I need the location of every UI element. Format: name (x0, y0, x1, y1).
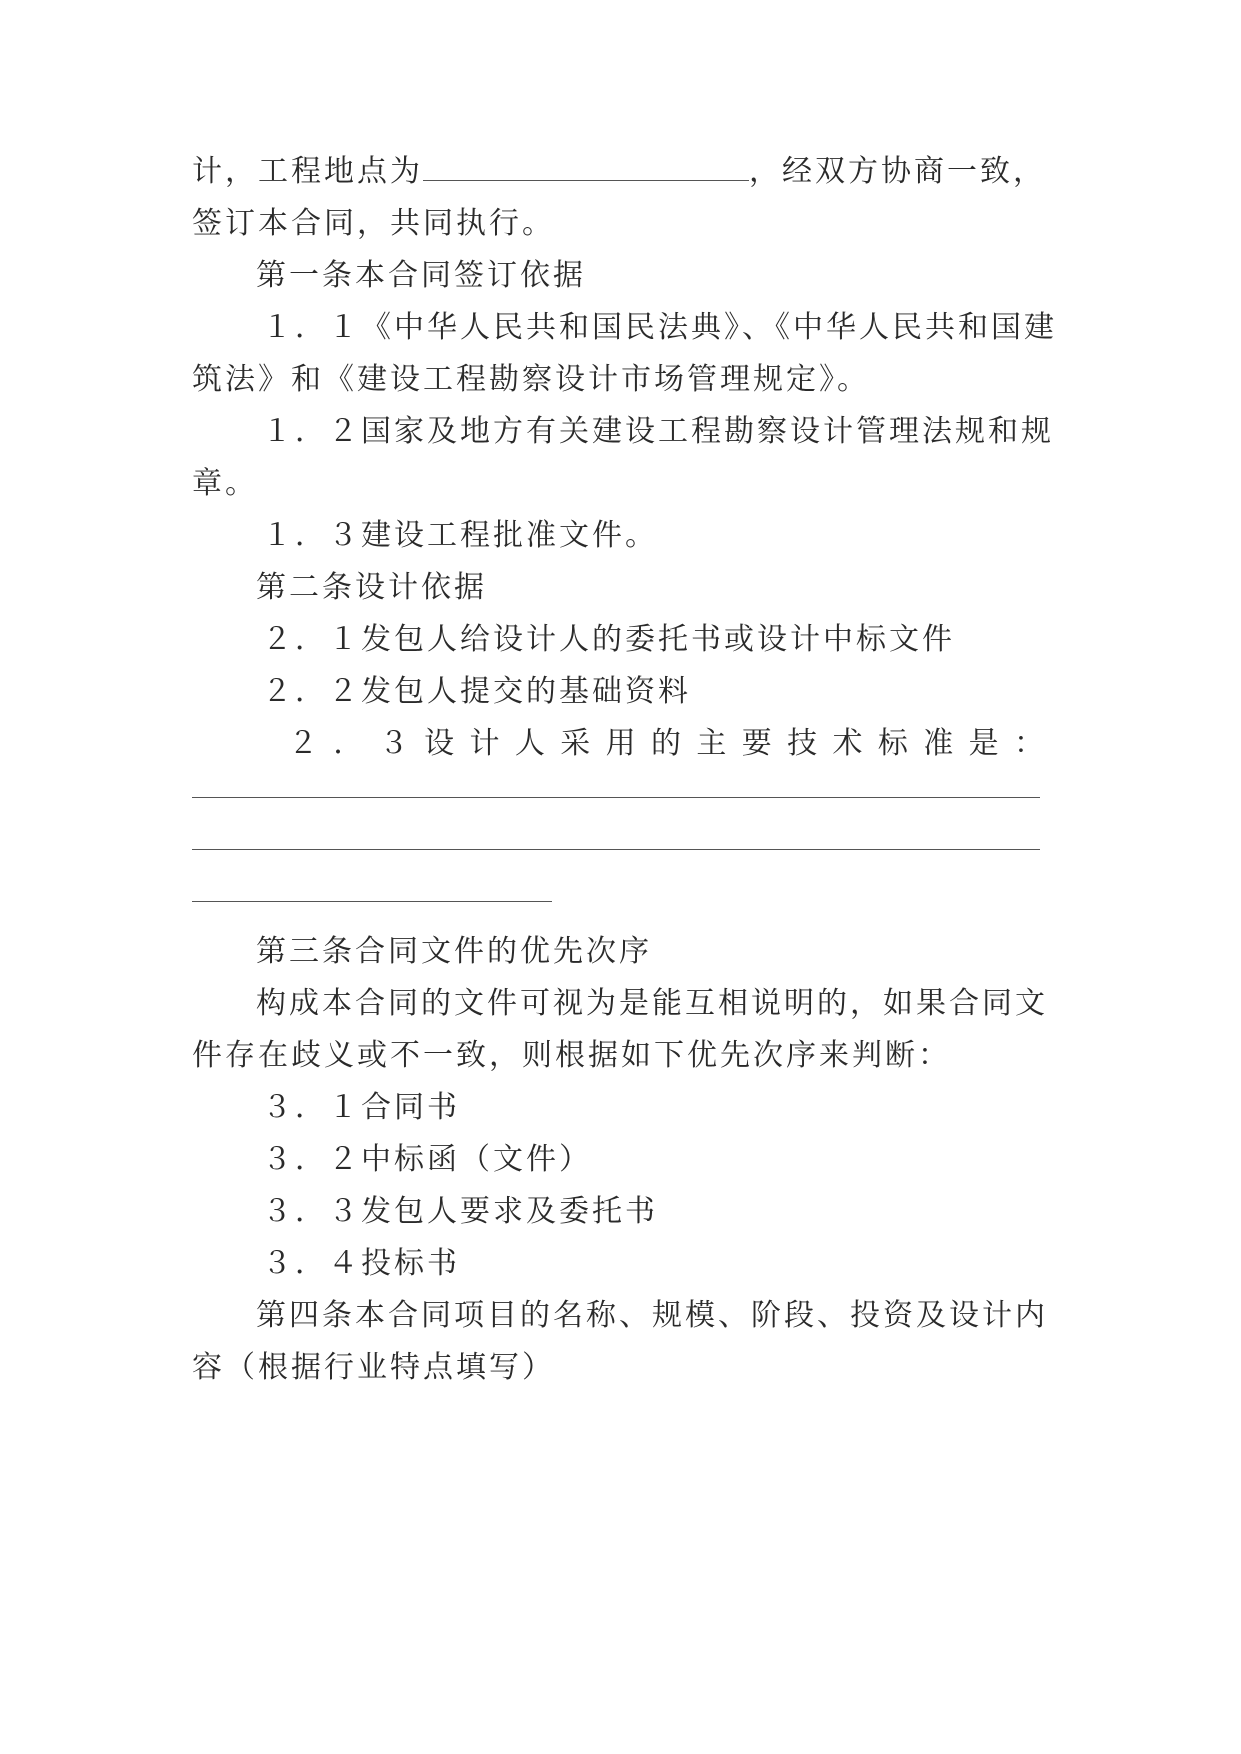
text-segment: 计，工程地点为 (192, 154, 423, 189)
article-3-title: 第三条合同文件的优先次序 (256, 934, 652, 969)
char: 术 (832, 726, 863, 761)
clause-1-2-line-1: １．２国家及地方有关建设工程勘察设计管理法规和规 (262, 414, 1054, 449)
char: 标 (877, 726, 908, 761)
text-segment: ，经双方协商一致， (749, 154, 1046, 189)
clause-1-1-line-2: 筑法》和《建设工程勘察设计市场管理规定》。 (192, 362, 870, 397)
char: ． (333, 726, 364, 761)
char: 准 (923, 726, 954, 761)
char: 技 (787, 726, 818, 761)
char: 的 (651, 726, 681, 761)
standards-blank-line-2[interactable] (192, 849, 1040, 850)
article-3-body-line-2: 件存在歧义或不一致，则根据如下优先次序来判断： (192, 1038, 951, 1073)
article-2-title: 第二条设计依据 (256, 570, 487, 605)
clause-3-3: ３．３发包人要求及委托书 (262, 1194, 658, 1229)
char: 主 (696, 726, 727, 761)
clause-3-1: ３．１合同书 (262, 1090, 460, 1125)
article-4-line-1: 第四条本合同项目的名称、规模、阶段、投资及设计内 (256, 1298, 1048, 1333)
clause-1-1-line-1: １．１《中华人民共和国民法典》、《中华人民共和国建 (262, 310, 1057, 345)
char: ３ (378, 726, 409, 761)
char: 设 (424, 726, 455, 761)
char: 计 (469, 726, 500, 761)
clause-1-2-line-2: 章。 (192, 466, 258, 501)
char: ２ (288, 726, 318, 761)
clause-3-4: ３．４投标书 (262, 1246, 460, 1281)
clause-2-3 (288, 724, 1044, 764)
clause-2-2: ２．２发包人提交的基础资料 (262, 674, 691, 709)
char: ： (1014, 726, 1044, 761)
article-3-body-line-1: 构成本合同的文件可视为是能互相说明的，如果合同文 (256, 986, 1048, 1021)
char: 是 (968, 726, 999, 761)
paragraph-line: 签订本合同，共同执行。 (192, 206, 555, 241)
paragraph-line (192, 152, 1052, 192)
clause-1-3: １．３建设工程批准文件。 (262, 518, 658, 553)
location-blank[interactable] (423, 154, 749, 181)
char: 人 (514, 726, 545, 761)
clause-3-2: ３．２中标函（文件） (262, 1142, 592, 1177)
standards-blank-line-3[interactable] (192, 901, 552, 902)
char: 要 (741, 726, 772, 761)
char: 用 (605, 726, 636, 761)
char: 采 (560, 726, 591, 761)
article-1-title: 第一条本合同签订依据 (256, 258, 586, 293)
clause-2-1: ２．１发包人给设计人的委托书或设计中标文件 (262, 622, 955, 657)
article-4-line-2: 容（根据行业特点填写） (192, 1350, 555, 1385)
standards-blank-line-1[interactable] (192, 797, 1040, 798)
